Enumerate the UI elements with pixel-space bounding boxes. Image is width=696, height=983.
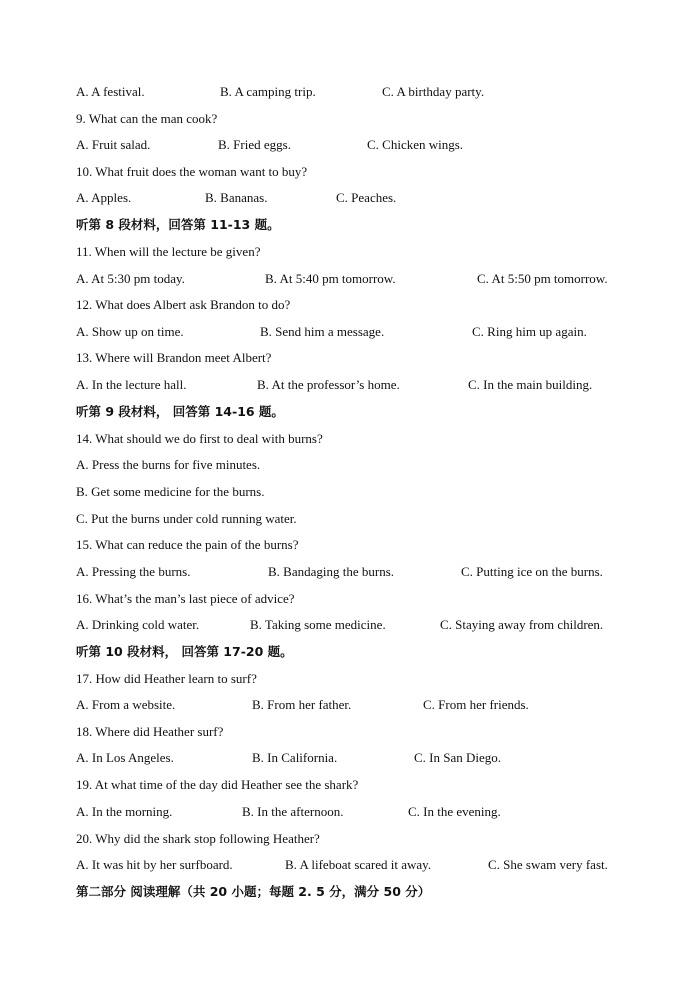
question-text: 10. What fruit does the woman want to buy? [76,164,308,179]
option-a: A. Apples. [76,190,132,205]
question-text: 16. What’s the man’s last piece of advice? [76,591,295,606]
option-a: A. Pressing the burns. [76,564,191,579]
option-c: C. Chicken wings. [367,137,464,152]
option-b: B. Bandaging the burns. [268,564,395,579]
option-a: A. Fruit salad. [76,137,151,152]
option-b: B. Bananas. [205,190,268,205]
option-c: C. In the main building. [468,377,593,392]
option-b: B. At 5:40 pm tomorrow. [265,271,396,286]
question-text: 20. Why did the shark stop following Heather? [76,831,320,846]
option-c: C. At 5:50 pm tomorrow. [477,271,608,286]
question-text: 14. What should we do first to deal with burns? [76,431,323,446]
option-b: B. A lifeboat scared it away. [285,857,432,872]
option-c: C. Ring him up again. [472,324,587,339]
option-b: B. Fried eggs. [218,137,291,152]
option-a: A. In Los Angeles. [76,750,174,765]
option-c: C. Putting ice on the burns. [461,564,603,579]
question-text: 18. Where did Heather surf? [76,724,224,739]
option-c: C. Staying away from children. [440,617,604,632]
question-text: 13. Where will Brandon meet Albert? [76,350,272,365]
question-text: B. Get some medicine for the burns. [76,484,265,499]
question-text: 9. What can the man cook? [76,111,218,126]
part-heading: 第二部分 阅读理解（共 20 小题；每题 2. 5 分，满分 50 分） [76,884,431,899]
option-a: A. Show up on time. [76,324,184,339]
option-a: A. At 5:30 pm today. [76,271,185,286]
option-a: A. Drinking cold water. [76,617,200,632]
question-text: A. Press the burns for five minutes. [76,457,261,472]
option-b: B. From her father. [252,697,352,712]
option-b: B. In the afternoon. [242,804,344,819]
option-c: C. Peaches. [336,190,397,205]
section-heading: 听第 10 段材料， 回答第 17-20 题。 [76,644,293,659]
option-a: A. In the morning. [76,804,173,819]
option-a: A. In the lecture hall. [76,377,187,392]
section-heading: 听第 8 段材料，回答第 11-13 题。 [76,217,280,232]
question-text: C. Put the burns under cold running water. [76,511,297,526]
question-text: 19. At what time of the day did Heather see the shark? [76,777,359,792]
option-a: A. From a website. [76,697,176,712]
option-c: C. From her friends. [423,697,529,712]
option-c: C. In the evening. [408,804,501,819]
option-c: C. A birthday party. [382,84,485,99]
option-b: B. Taking some medicine. [250,617,386,632]
option-a: A. It was hit by her surfboard. [76,857,233,872]
question-text: 12. What does Albert ask Brandon to do? [76,297,291,312]
question-text: 15. What can reduce the pain of the burns? [76,537,299,552]
option-a: A. A festival. [76,84,145,99]
option-b: B. At the professor’s home. [257,377,400,392]
option-c: C. She swam very fast. [488,857,608,872]
question-text: 17. How did Heather learn to surf? [76,671,257,686]
option-c: C. In San Diego. [414,750,502,765]
section-heading: 听第 9 段材料， 回答第 14-16 题。 [76,404,284,419]
option-b: B. Send him a message. [260,324,385,339]
option-b: B. A camping trip. [220,84,316,99]
option-b: B. In California. [252,750,338,765]
question-text: 11. When will the lecture be given? [76,244,261,259]
